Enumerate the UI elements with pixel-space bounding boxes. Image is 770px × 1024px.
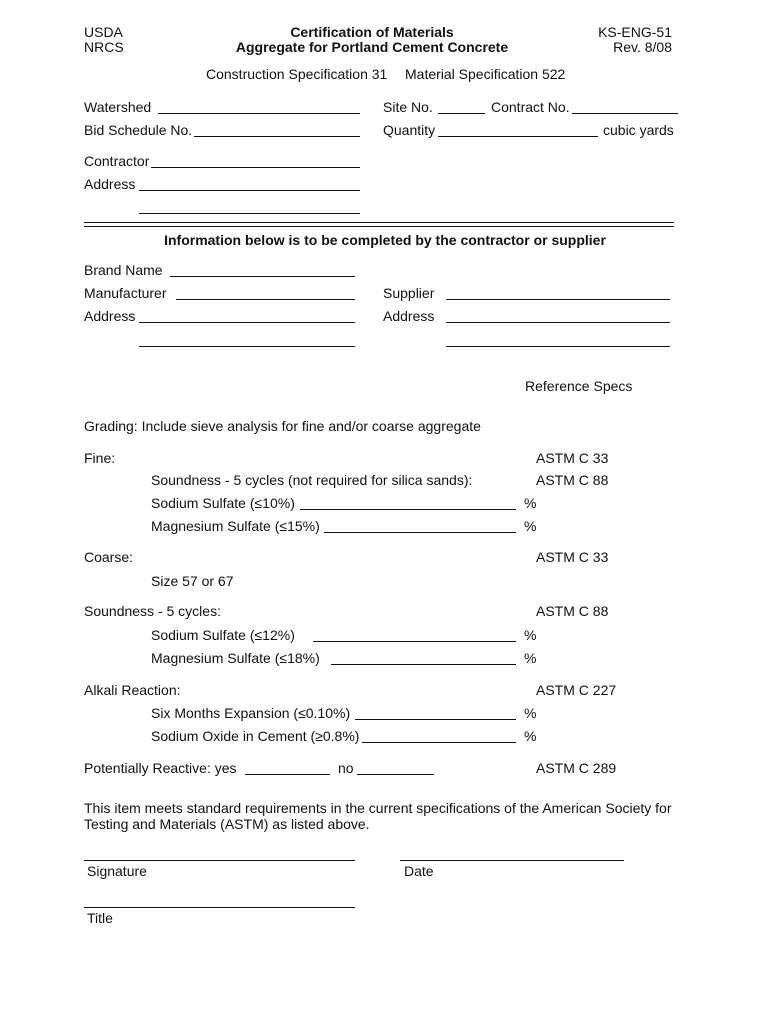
title-field[interactable] (84, 907, 355, 908)
sodium-oxide-label: Sodium Oxide in Cement (≥0.8%) (151, 728, 360, 744)
watershed-field[interactable] (158, 113, 360, 114)
coarse-soundness-spec: ASTM C 88 (536, 603, 609, 619)
agency-usda: USDA (84, 24, 123, 40)
coarse-label: Coarse: (84, 549, 134, 565)
quantity-label: Quantity (383, 122, 436, 138)
contract-no-label: Contract No. (491, 99, 570, 115)
form-id: KS-ENG-51 (598, 24, 672, 40)
manufacturer-label: Manufacturer (84, 285, 167, 301)
fine-sodium-pct: % (524, 495, 537, 511)
alkali-expansion-field[interactable] (355, 719, 516, 720)
alkali-expansion-pct: % (524, 705, 537, 721)
contractor-address-field-2[interactable] (139, 213, 360, 214)
contractor-address-label: Address (84, 176, 136, 192)
date-field[interactable] (400, 860, 624, 861)
form-revision: Rev. 8/08 (613, 39, 672, 55)
sodium-oxide-pct: % (524, 728, 537, 744)
statement-line-2: Testing and Materials (ASTM) as listed above. (84, 816, 370, 832)
manufacturer-field[interactable] (176, 299, 355, 300)
site-no-field[interactable] (438, 113, 485, 114)
signature-label: Signature (87, 863, 147, 879)
supplier-address-label: Address (383, 308, 435, 324)
section-divider (84, 222, 674, 227)
contractor-address-field-1[interactable] (139, 190, 360, 191)
coarse-spec: ASTM C 33 (536, 549, 609, 565)
reference-specs-heading: Reference Specs (525, 378, 633, 394)
fine-magnesium-label: Magnesium Sulfate (≤15%) (151, 518, 320, 534)
coarse-magnesium-field[interactable] (331, 664, 516, 665)
alkali-label: Alkali Reaction: (84, 682, 181, 698)
fine-sodium-label: Sodium Sulfate (≤10%) (151, 495, 295, 511)
alkali-spec: ASTM C 227 (536, 682, 617, 698)
fine-magnesium-field[interactable] (324, 532, 516, 533)
bid-schedule-field[interactable] (194, 136, 360, 137)
fine-magnesium-pct: % (524, 518, 537, 534)
coarse-sodium-field[interactable] (313, 641, 516, 642)
reactive-yes-field[interactable] (245, 774, 330, 775)
coarse-magnesium-pct: % (524, 650, 537, 666)
form-title: Certification of Materials (290, 24, 454, 40)
coarse-soundness-label: Soundness - 5 cycles: (84, 603, 221, 619)
fine-spec: ASTM C 33 (536, 450, 609, 466)
title-label: Title (87, 910, 113, 926)
site-no-label: Site No. (383, 99, 433, 115)
coarse-sodium-label: Sodium Sulfate (≤12%) (151, 627, 295, 643)
coarse-size: Size 57 or 67 (151, 573, 234, 589)
date-label: Date (404, 863, 434, 879)
brand-name-field[interactable] (170, 276, 355, 277)
supplier-address-field-1[interactable] (446, 322, 670, 323)
grading-text: Grading: Include sieve analysis for fine and/or coarse aggregate (84, 418, 481, 434)
reactive-no-label: no (338, 760, 354, 776)
statement-line-1: This item meets standard requirements in the current specifications of the American Society for (84, 800, 672, 816)
supplier-address-field-2[interactable] (446, 346, 670, 347)
material-spec: Material Specification 522 (405, 66, 566, 82)
watershed-label: Watershed (84, 99, 152, 115)
contract-no-field[interactable] (572, 113, 678, 114)
supplier-field[interactable] (446, 299, 670, 300)
supplier-label: Supplier (383, 285, 435, 301)
fine-soundness-label: Soundness - 5 cycles (not required for silica sands): (151, 472, 473, 488)
supplier-section-heading: Information below is to be completed by the contractor or supplier (164, 232, 606, 248)
coarse-sodium-pct: % (524, 627, 537, 643)
fine-label: Fine: (84, 450, 116, 466)
reactive-spec: ASTM C 289 (536, 760, 617, 776)
alkali-expansion-label: Six Months Expansion (≤0.10%) (151, 705, 351, 721)
sodium-oxide-field[interactable] (362, 742, 516, 743)
construction-spec: Construction Specification 31 (206, 66, 388, 82)
contractor-field[interactable] (151, 167, 360, 168)
signature-field[interactable] (84, 860, 355, 861)
reactive-label: Potentially Reactive: yes (84, 760, 237, 776)
quantity-unit: cubic yards (603, 122, 674, 138)
fine-soundness-spec: ASTM C 88 (536, 472, 609, 488)
manufacturer-address-field-2[interactable] (139, 346, 355, 347)
brand-name-label: Brand Name (84, 262, 163, 278)
form-subtitle: Aggregate for Portland Cement Concrete (235, 39, 509, 55)
fine-sodium-field[interactable] (300, 509, 516, 510)
contractor-label: Contractor (84, 153, 150, 169)
coarse-magnesium-label: Magnesium Sulfate (≤18%) (151, 650, 320, 666)
bid-schedule-label: Bid Schedule No. (84, 122, 193, 138)
manufacturer-address-label: Address (84, 308, 136, 324)
manufacturer-address-field-1[interactable] (139, 322, 355, 323)
reactive-no-field[interactable] (357, 774, 434, 775)
quantity-field[interactable] (438, 136, 598, 137)
agency-nrcs: NRCS (84, 39, 124, 55)
